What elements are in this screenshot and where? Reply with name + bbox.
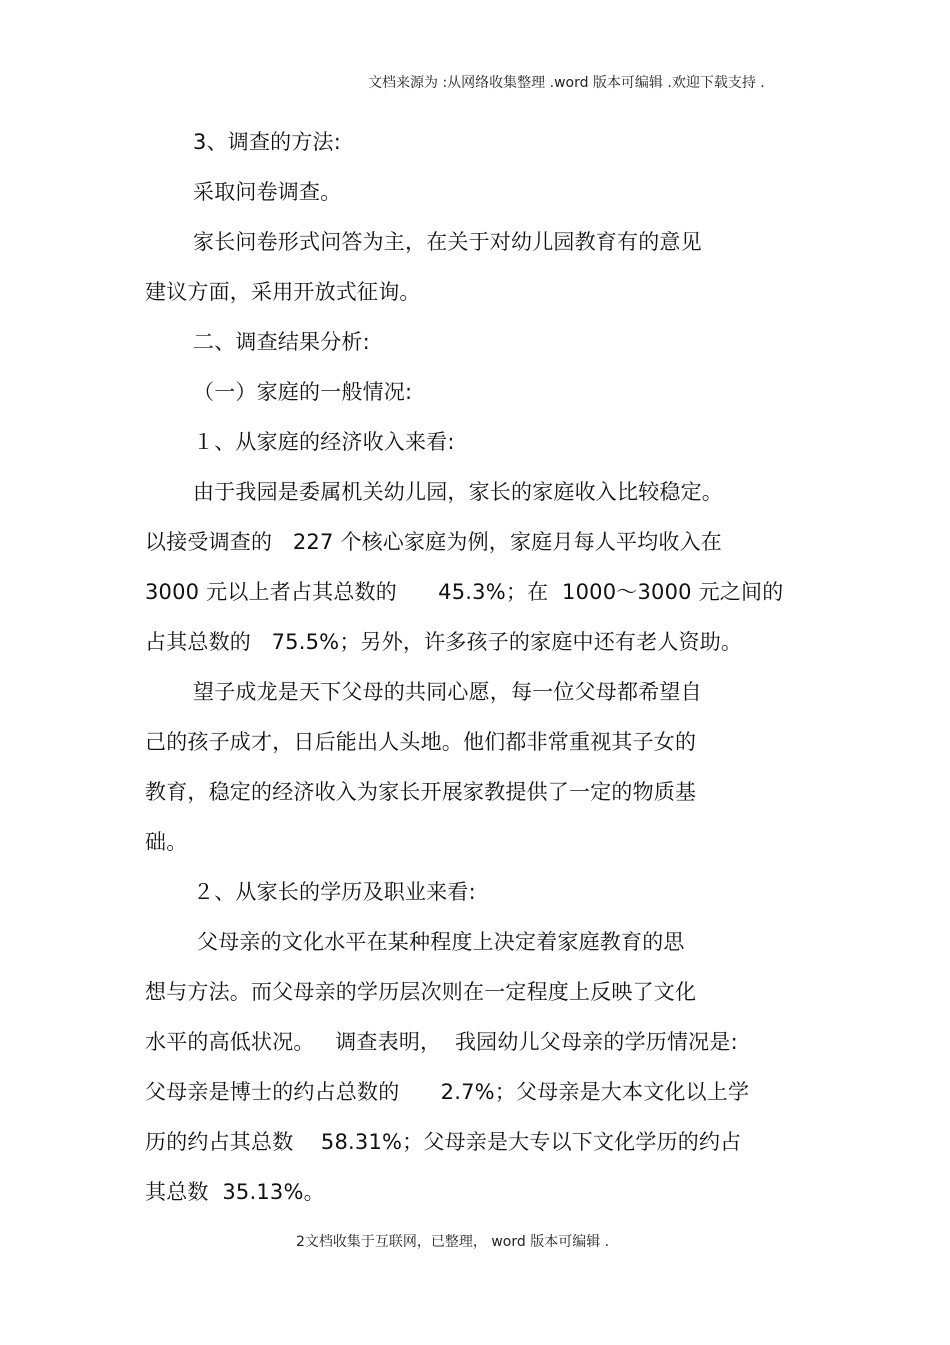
paragraph-line: 采取问卷调查。 [193, 180, 342, 204]
paragraph-line: 教育，稳定的经济收入为家长开展家教提供了一定的物质基 [145, 780, 697, 804]
section-heading-method: 3、调查的方法: [193, 130, 342, 154]
paragraph-line: 3000 元以上者占其总数的 45.3%；在 1000～3000 元之间的 [145, 580, 784, 604]
paragraph-line: 占其总数的 75.5%；另外，许多孩子的家庭中还有老人资助。 [145, 630, 743, 654]
paragraph-line: 由于我园是委属机关幼儿园，家长的家庭收入比较稳定。 [193, 480, 723, 504]
paragraph-line: 其总数 35.13%。 [145, 1180, 325, 1204]
subsection-heading-education: ２、从家长的学历及职业来看: [193, 880, 476, 904]
paragraph-line: 家长问卷形式问答为主，在关于对幼儿园教育有的意见 [193, 230, 702, 254]
paragraph-line: 己的孩子成才，日后能出人头地。他们都非常重视其子女的 [145, 730, 697, 754]
section-heading-results: 二、调查结果分析: [193, 330, 370, 354]
subsection-heading-family: （一）家庭的一般情况: [193, 380, 413, 404]
subsection-heading-income: １、从家庭的经济收入来看: [193, 430, 455, 454]
paragraph-line: 础。 [145, 830, 188, 854]
page-header: 文档来源为 :从网络收集整理 .word 版本可编辑 .欢迎下载支持 . [368, 75, 765, 91]
page-footer: 2文档收集于互联网，已整理， word 版本可编辑 . [296, 1234, 610, 1250]
paragraph-line: 父母亲是博士的约占总数的 2.7%；父母亲是大本文化以上学 [145, 1080, 750, 1104]
paragraph-line: 以接受调查的 227 个核心家庭为例，家庭月每人平均收入在 [145, 530, 722, 554]
paragraph-line: 历的约占其总数 58.31%；父母亲是大专以下文化学历的约占 [145, 1130, 742, 1154]
paragraph-line: 想与方法。而父母亲的学历层次则在一定程度上反映了文化 [145, 980, 697, 1004]
paragraph-line: 建议方面，采用开放式征询。 [145, 280, 421, 304]
paragraph-line: 望子成龙是天下父母的共同心愿，每一位父母都希望自 [193, 680, 702, 704]
paragraph-line: 父母亲的文化水平在某种程度上决定着家庭教育的思 [197, 930, 685, 954]
paragraph-line: 水平的高低状况。 调查表明， 我园幼儿父母亲的学历情况是: [145, 1030, 738, 1054]
